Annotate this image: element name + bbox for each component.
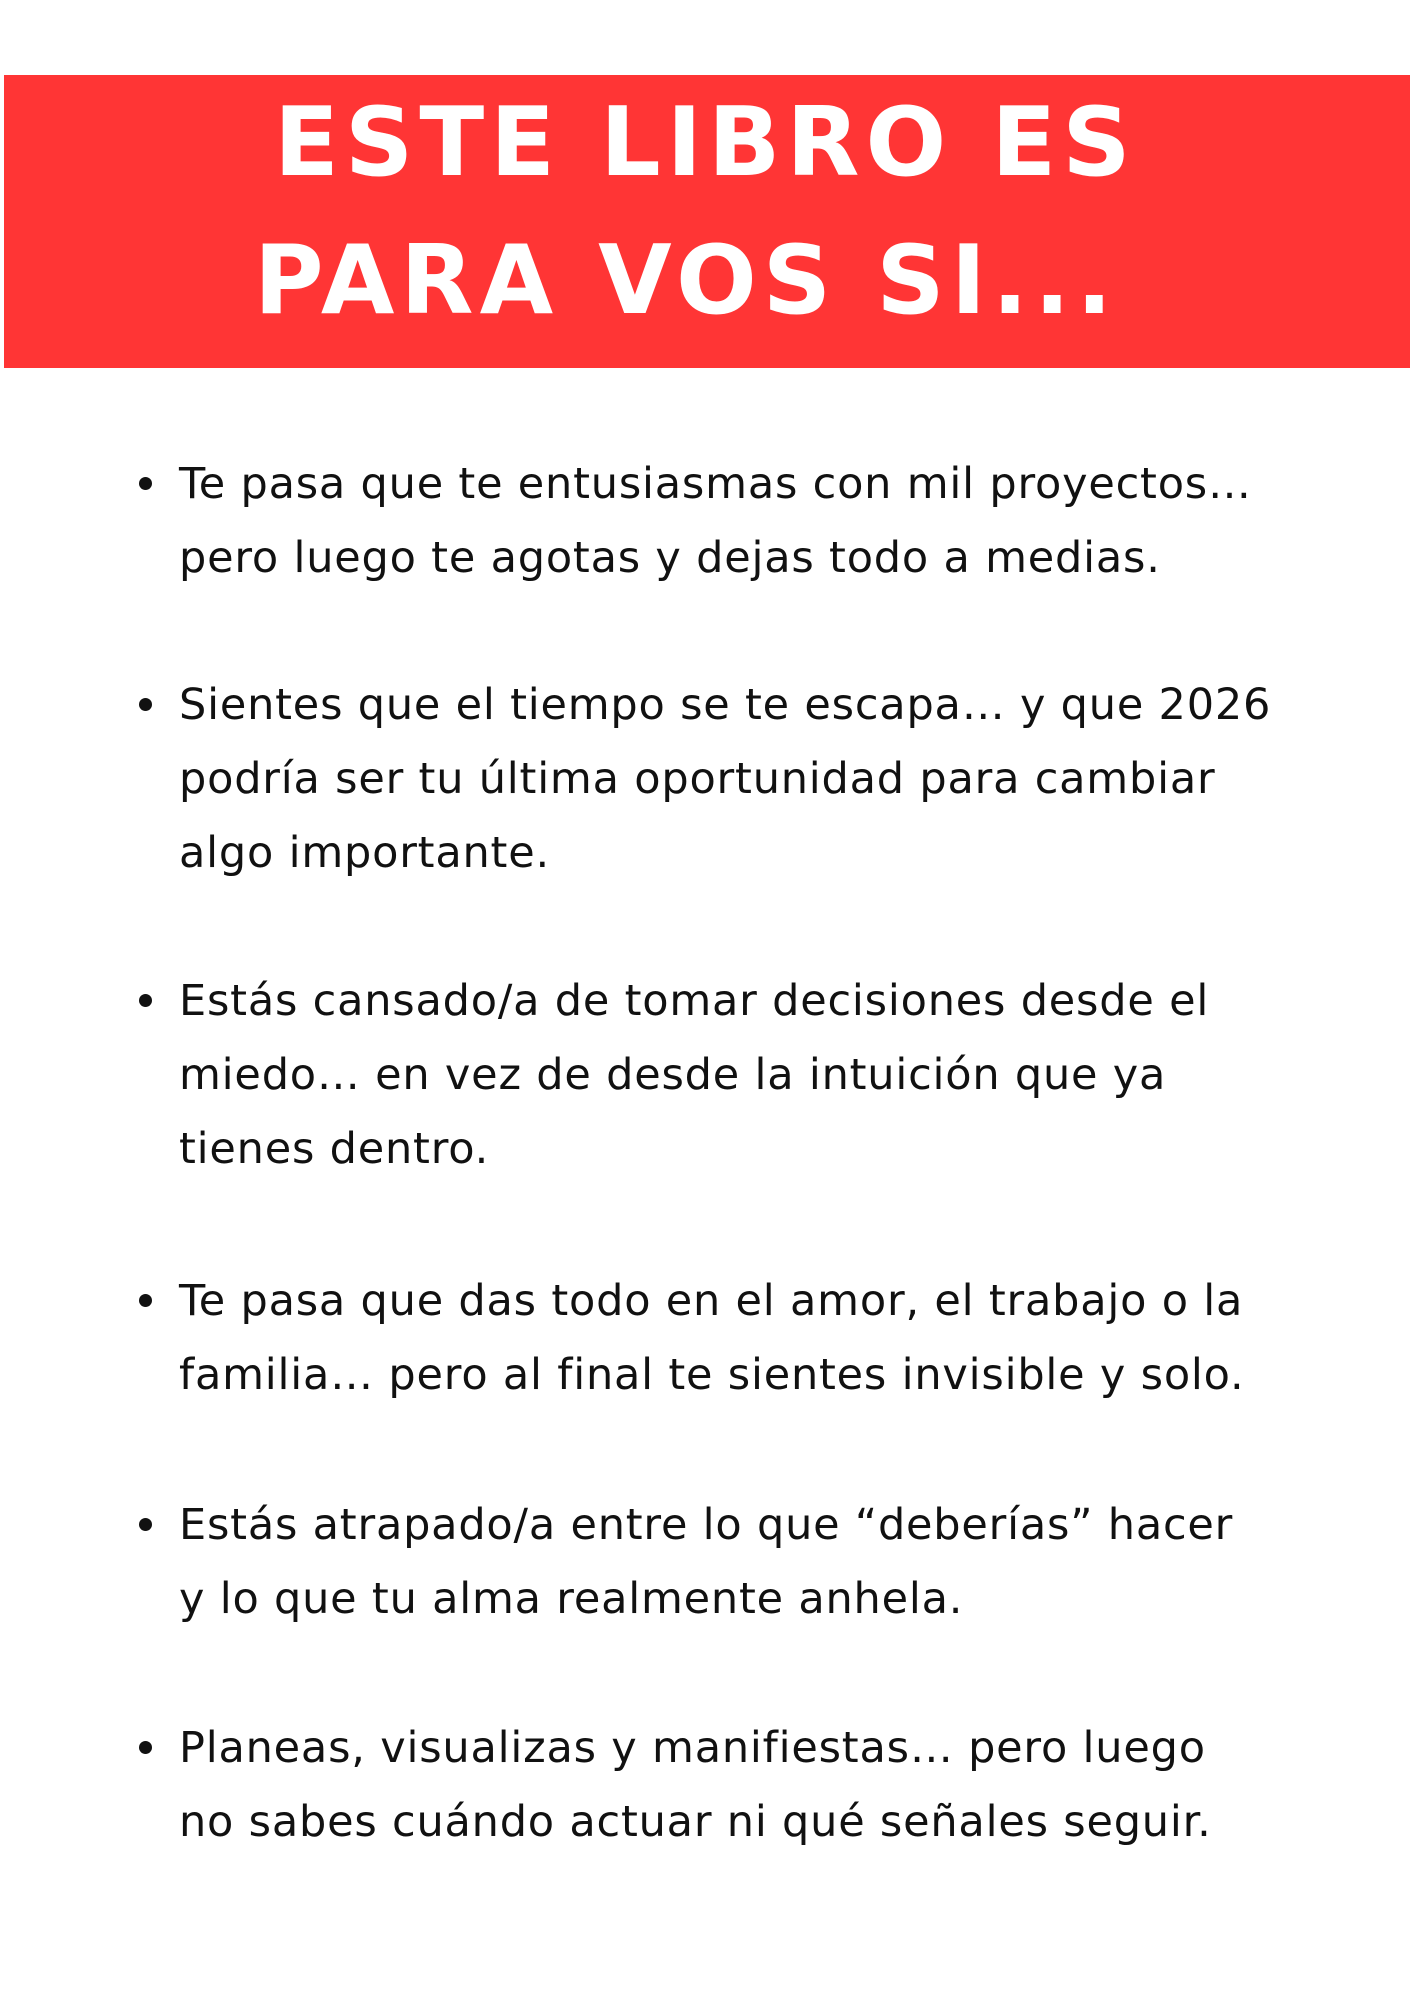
list-item-line: no sabes cuándo actuar ni qué señales seguir. bbox=[179, 1797, 1212, 1847]
title-line-2: PARA VOS SI... bbox=[254, 226, 1119, 336]
list-item-line: Estás cansado/a de tomar decisiones desde el bbox=[179, 976, 1210, 1026]
title-line-1: ESTE LIBRO ES bbox=[274, 88, 1137, 198]
list-item-line: Sientes que el tiempo se te escapa… y que 2026 bbox=[179, 680, 1272, 730]
list-item-text bbox=[179, 964, 1209, 1186]
list-item-text bbox=[179, 447, 1252, 595]
list-item-line: familia… pero al final te sientes invisible y solo. bbox=[179, 1350, 1245, 1400]
list-item-line: tienes dentro. bbox=[179, 1124, 490, 1174]
list-item-text bbox=[179, 1488, 1233, 1636]
list-item-line: podría ser tu última oportunidad para cambiar bbox=[179, 754, 1216, 804]
list-item-line: Estás atrapado/a entre lo que “deberías” hacer bbox=[179, 1500, 1234, 1550]
list-item-text bbox=[179, 1264, 1245, 1412]
bullet-icon bbox=[139, 1741, 152, 1754]
list-item-line: pero luego te agotas y dejas todo a medias. bbox=[179, 533, 1161, 583]
bullet-icon bbox=[139, 1518, 152, 1531]
list-item-line: y lo que tu alma realmente anhela. bbox=[179, 1574, 964, 1624]
bullet-icon bbox=[139, 994, 152, 1007]
bullet-icon bbox=[139, 477, 152, 490]
bullet-icon bbox=[139, 1294, 152, 1307]
list-item-line: Te pasa que das todo en el amor, el trabajo o la bbox=[179, 1276, 1244, 1326]
list-item-line: Te pasa que te entusiasmas con mil proyectos… bbox=[179, 459, 1252, 509]
list-item-text bbox=[179, 1711, 1212, 1859]
list-item-line: Planeas, visualizas y manifiestas… pero luego bbox=[179, 1723, 1206, 1773]
list-item-text bbox=[179, 668, 1271, 890]
list-item-line: miedo… en vez de desde la intuición que ya bbox=[179, 1050, 1167, 1100]
list-item-line: algo importante. bbox=[179, 828, 550, 878]
bullet-icon bbox=[139, 698, 152, 711]
